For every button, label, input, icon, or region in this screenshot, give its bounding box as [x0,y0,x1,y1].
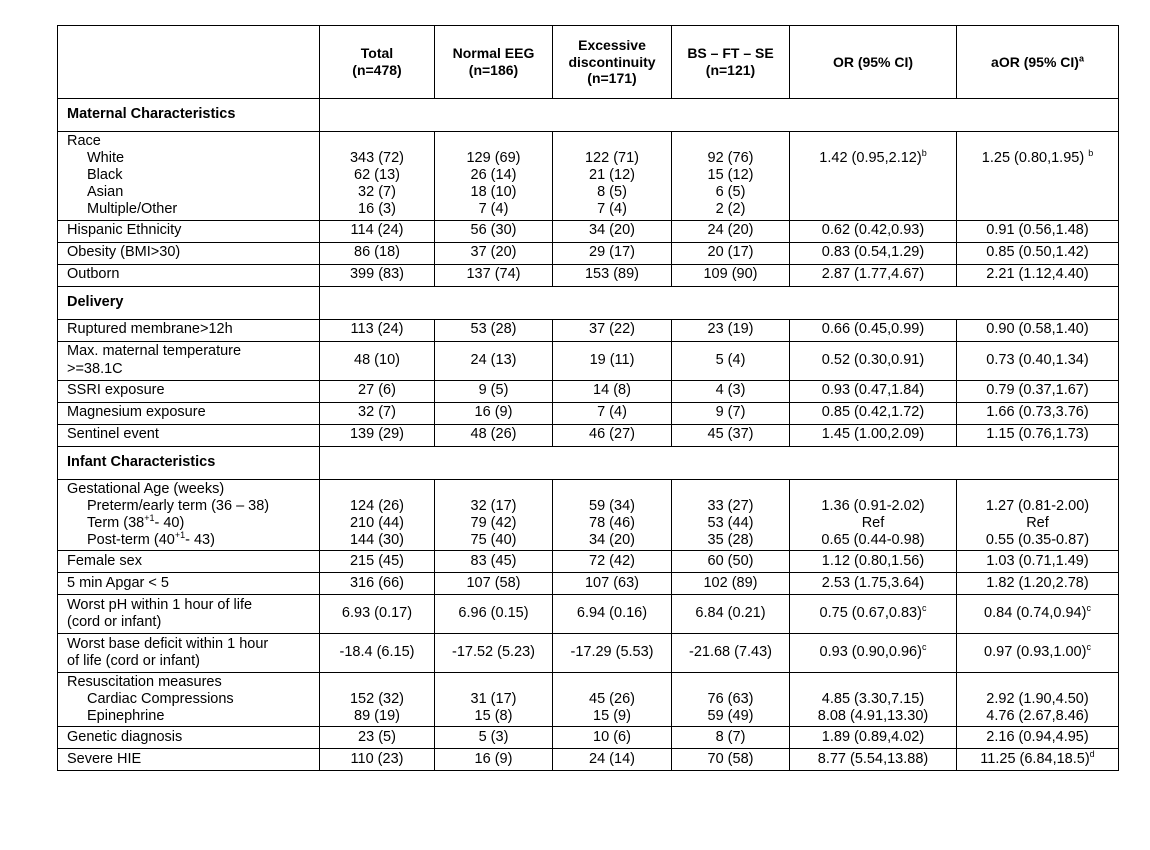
table-row: Female sex 215 (45) 83 (45) 72 (42) 60 (50) 1.12 (0.80,1.56) 1.03 (0.71,1.49) [58,550,1119,572]
results-table [57,25,1119,771]
table-row: 5 min Apgar < 5 316 (66) 107 (58) 107 (63) 102 (89) 2.53 (1.75,3.64) 1.82 (1.20,2.78) [58,572,1119,594]
section-infant [58,446,1119,479]
table-row-base-deficit: Worst base deficit within 1 hour of life (cord or infant) -18.4 (6.15) -17.52 (5.23) -17.29 (5.53) -21.68 (7.43) 0.93 $(0.90,0.96)^c$ 0.97 $(0.93,1.00)^c$ [58,633,1119,672]
section-title: Delivery [58,286,320,319]
header-label-cell [58,26,320,99]
table-row-race: Race White Black Asian Multiple/Other 343 (72) 62 (13) 32 (7) 16 (3) 129 (69) 26 (14) 18 (10) 7 (4) 122 (71) 21 (12) 8 (5) 7 (4) 92 (76) 15 (12) 6 (5) 2 (2) 1.42 $(0.95,2.12)^b$ 1.25 (0.80,1.95) $^b$ [58,132,1119,221]
table-row: Hispanic Ethnicity 114 (24) 56 (30) 34 (20) 24 (20) 0.62 (0.42,0.93) 0.91 (0.56,1.48) [58,220,1119,242]
section-title: Maternal Characteristics [58,99,320,132]
header-excessive: Excessive discontinuity (n=171) [553,26,672,99]
section-delivery [58,286,1119,319]
table-row: Max. maternal temperature >=38.1C 48 (10) 24 (13) 19 (11) 5 (4) 0.52 (0.30,0.91) 0.73 (0.40,1.34) [58,341,1119,380]
table-row: Outborn 399 (83) 137 (74) 153 (89) 109 (90) 2.87 (1.77,4.67) 2.21 (1.12,4.40) [58,264,1119,286]
table-row: Genetic diagnosis 23 (5) 5 (3) 10 (6) 8 (7) 1.89 (0.89,4.02) 2.16 (0.94,4.95) [58,727,1119,749]
table-row: Magnesium exposure 32 (7) 16 (9) 7 (4) 9 (7) 0.85 (0.42,1.72) 1.66 (0.73,3.76) [58,402,1119,424]
header-row [58,26,1119,99]
table-row: SSRI exposure 27 (6) 9 (5) 14 (8) 4 (3) 0.93 (0.47,1.84) 0.79 (0.37,1.67) [58,380,1119,402]
header-normal-eeg: Normal EEG (n=186) [435,26,553,99]
table-row: Ruptured membrane>12h 113 (24) 53 (28) 37 (22) 23 (19) 0.66 (0.45,0.99) 0.90 (0.58,1.40) [58,319,1119,341]
header-bs-ft-se: BS – FT – SE (n=121) [672,26,790,99]
table-row-resuscitation: Resuscitation measures Cardiac Compressions Epinephrine 152 (32) 89 (19) 31 (17) 15 (8) 45 (26) 15 (9) 76 (63) 59 (49) 4.85 (3.30,7.15) 8.08 (4.91,13.30) 2.92 (1.90,4.50) 4.76 (2.67,8.46) [58,672,1119,726]
header-or: OR (95% CI) [790,26,957,99]
table-row-severe-hie: Severe HIE 110 (23) 16 (9) 24 (14) 70 (58) 8.77 (5.54,13.88) 11.25 $(6.84,18.5)^d$ [58,749,1119,771]
table-row: Sentinel event 139 (29) 48 (26) 46 (27) 45 (37) 1.45 (1.00,2.09) 1.15 (0.76,1.73) [58,424,1119,446]
section-maternal [58,99,1119,132]
header-aor: aOR (95% CI)$^a$ [957,26,1119,99]
header-total: Total (n=478) [320,26,435,99]
table-row: Obesity (BMI>30) 86 (18) 37 (20) 29 (17) 20 (17) 0.83 (0.54,1.29) 0.85 (0.50,1.42) [58,242,1119,264]
table-row-gestational-age: Gestational Age (weeks) Preterm/early term (36 – 38) Term ($38^{+1}-$ 40) Post-term ($40^{+1}-$ 43) 124 (26) 210 (44) 144 (30) 32 (17) 79 (42) 75 (40) 59 (34) 78 (46) 34 (20) 33 (27) 53 (44) 35 (28) 1.36 (0.91-2.02) Ref 0.65 (0.44-0.98) 1.27 (0.81-2.00) Ref 0.55 (0.35-0.87) [58,479,1119,550]
table-row-worst-ph: Worst pH within 1 hour of life (cord or infant) 6.93 (0.17) 6.96 (0.15) 6.94 (0.16) 6.84 (0.21) 0.75 $(0.67,0.83)^c$ 0.84 $(0.74,0.94)^c$ [58,594,1119,633]
section-title: Infant Characteristics [58,446,320,479]
